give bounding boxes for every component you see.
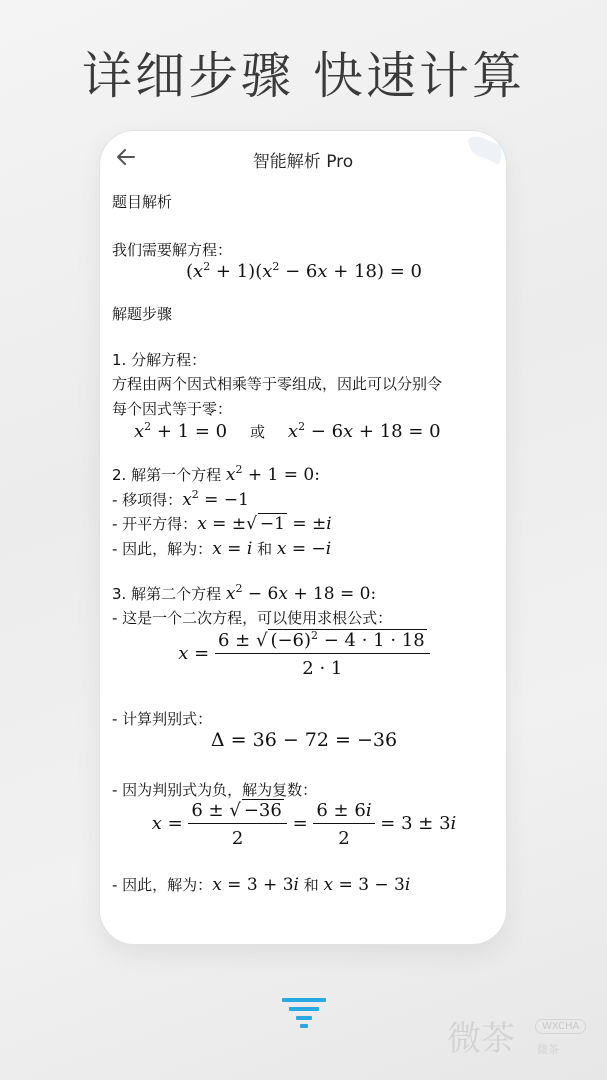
step1-text-line1: 方程由两个因式相乘等于零组成，因此可以分别令: [112, 375, 443, 393]
or-word: 或: [250, 423, 266, 441]
step3-discriminant-text: - 计算判别式：: [112, 710, 213, 728]
watermark-badge: WXCHA: [535, 1019, 586, 1034]
app-top-bar: [100, 131, 506, 183]
filter-logo-icon: [282, 998, 326, 1028]
intro-text: 我们需要解方程：: [112, 241, 233, 259]
discriminant-equation: Δ = 36 − 72 = −36: [210, 729, 398, 751]
step2-move: - 移项得：$x^2 = -1$: [112, 488, 249, 510]
watermark-sub: 微茶: [537, 1043, 559, 1056]
step3-title: 3. 解第二个方程 $x^2 - 6x + 18 = 0$:: [112, 582, 377, 604]
watermark-text: 微茶: [447, 1019, 515, 1059]
factor-equations: $x^2 + 1 = 0$ 或 $x^2 - 6x + 18 = 0$: [134, 420, 441, 442]
corner-decoration-icon: [460, 131, 506, 175]
step3-negative-text: - 因为判别式为负，解为复数：: [112, 781, 318, 799]
step2-solution: - 因此，解为：x = i 和 x = −i: [112, 539, 332, 559]
step1-text-line2: 每个因式等于零：: [112, 400, 233, 418]
step3-quadratic-text: - 这是一个二次方程，可以使用求根公式：: [112, 609, 393, 627]
app-title: 智能解析 Pro: [252, 152, 354, 172]
quadratic-formula: x = $\frac{6 \pm √ (-6)^2 - 4 \cdot 1 \cdot 18}{2 \cdot 1}$: [112, 629, 496, 679]
main-equation: $(x^2 + 1)(x^2 - 6x + 18) = 0$: [186, 260, 422, 282]
step1-title: 1. 分解方程：: [112, 351, 207, 369]
headline: 详细步骤 快速计算: [82, 47, 525, 105]
step2-sqrt: - 开平方得：x = ±√ −1 = ±i: [112, 514, 332, 534]
section-title-analysis: 题目解析: [112, 193, 173, 211]
phone-frame: [100, 131, 506, 944]
step2-title: 2. 解第一个方程 $x^2 + 1 = 0$:: [112, 463, 320, 485]
section-title-steps: 解题步骤: [112, 305, 173, 323]
step3-solution: - 因此，解为：x = 3 + 3i 和 x = 3 − 3i: [112, 875, 411, 895]
complex-solution: x = $\frac{6 \pm √ -36}{2}$ = $\frac{6 \pm 6i}{2}$ = 3 ± 3i: [151, 799, 457, 849]
